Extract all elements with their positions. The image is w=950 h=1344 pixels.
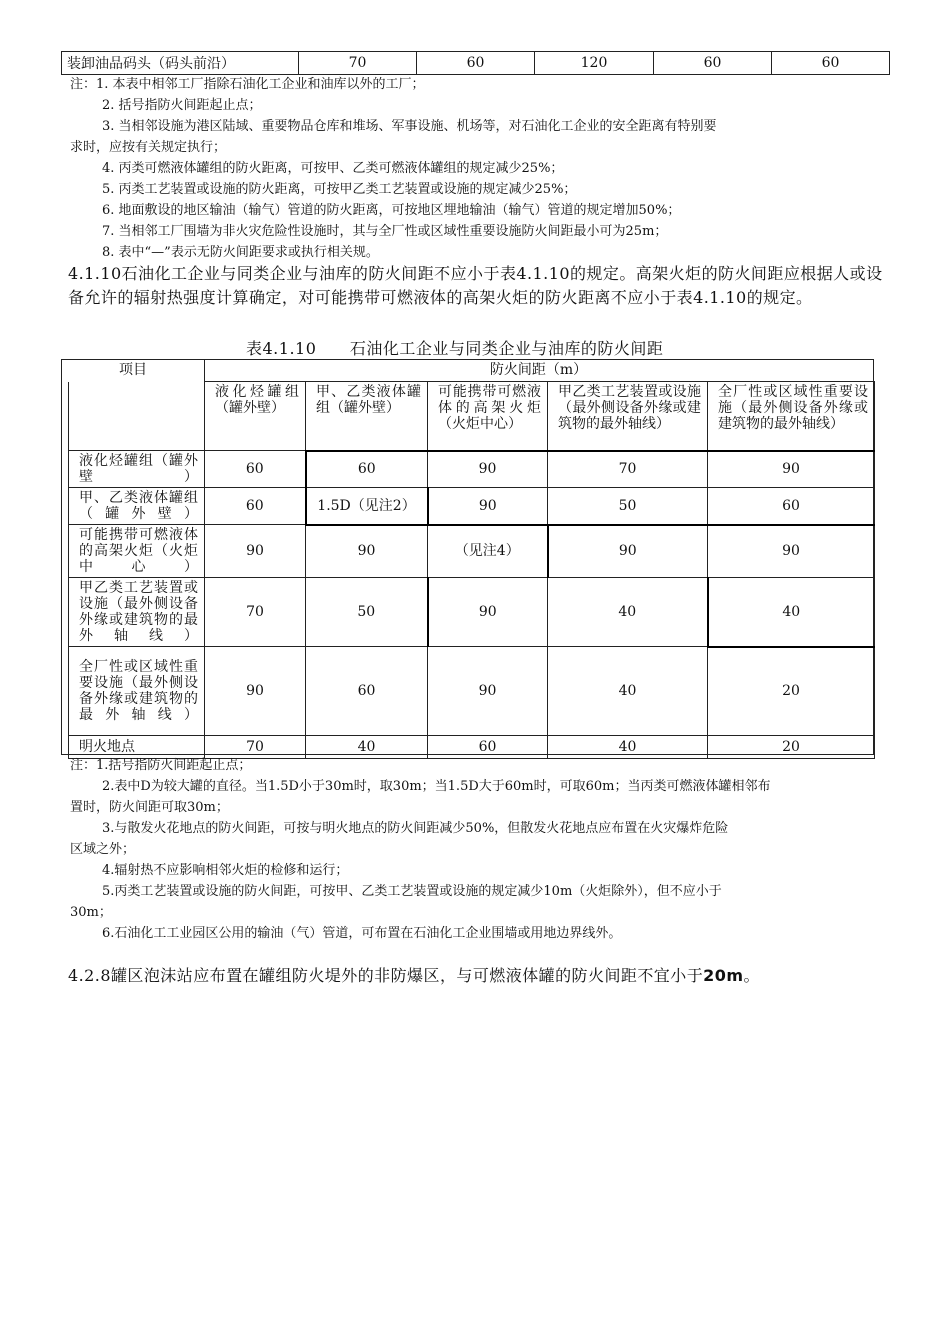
table-header [61, 359, 874, 381]
table-cell: 40 [548, 647, 708, 736]
table-cell: 60 [306, 647, 428, 736]
table-cell: 20 [708, 736, 875, 759]
table-row [62, 52, 890, 75]
note-line: 注：1.括号指防火间距起止点； [70, 758, 252, 773]
paragraph-text: 4.2.8罐区泡沫站应布置在罐组防火堤外的非防爆区，与可燃液体罐的防火间距不宜小于 [68, 966, 704, 985]
note-line: 注：1. 本表中相邻工厂指除石油化工企业和油库以外的工厂； [70, 77, 425, 92]
table-cell: 60 [205, 488, 306, 525]
row-label: 全厂性或区域性重要设施（最外侧设备外缘或建筑物的最外轴线） [69, 647, 205, 736]
table-cell: 90 [708, 525, 875, 578]
note-line: 7. 当相邻工厂围墙为非火灾危险性设施时，其与全厂性或区域性重要设施防火间距最小可为25m； [102, 224, 668, 239]
table-cell: 90 [428, 647, 548, 736]
table-row [69, 488, 875, 525]
table-cell: 60 [654, 52, 772, 75]
notes-table [70, 755, 900, 944]
column-header: 可能携带可燃液体的高架火炬（火炬中心） [428, 382, 548, 451]
note-line: 30m； [70, 905, 112, 920]
paragraph-4-2-8 [68, 963, 760, 986]
table-cell: 20 [708, 647, 875, 736]
fire-distance-table [68, 381, 875, 759]
blank-cell [69, 382, 205, 451]
table-cell: 90 [205, 647, 306, 736]
paragraph-bold-value: 20m [703, 966, 744, 985]
row-label: 液化烃罐组（罐外壁） [69, 451, 205, 488]
table-cell: 40 [548, 736, 708, 759]
table-title: 表4.1.10 石油化工企业与同类企业与油库的防火间距 [246, 339, 664, 358]
note-line: 4.辐射热不应影响相邻火炬的检修和运行； [102, 863, 349, 878]
note-line: 6.石油化工工业园区公用的输油（气）管道，可布置在石油化工企业围墙或用地边界线外。 [102, 926, 622, 941]
row-label: 可能携带可燃液体的高架火炬（火炬中心） [69, 525, 205, 578]
table-cell: 90 [306, 525, 428, 578]
table-cell: 60 [205, 451, 306, 488]
notes-top [70, 74, 900, 263]
note-line: 置时，防火间距可取30m； [70, 800, 229, 815]
paragraph-end: 。 [743, 966, 760, 985]
table-cell: 70 [548, 451, 708, 488]
column-header: 全厂性或区域性重要设施（最外侧设备外缘或建筑物的最外轴线） [708, 382, 875, 451]
table-cell: 60 [417, 52, 535, 75]
table-row [69, 647, 875, 736]
note-line: 4. 丙类可燃液体罐组的防火距离，可按甲、乙类可燃液体罐组的规定减少25%； [102, 161, 564, 176]
table-row [69, 578, 875, 647]
note-line: 2.表中D为较大罐的直径。当1.5D小于30m时，取30m；当1.5D大于60m时，可取60m；当丙类可燃液体罐相邻布 [102, 779, 771, 794]
row-label: 甲、乙类液体罐组（罐外壁） [69, 488, 205, 525]
table-cell: 60 [306, 451, 428, 488]
table-cell: 70 [299, 52, 417, 75]
header-distance: 防火间距（m） [489, 362, 588, 378]
table-cell: 70 [205, 578, 306, 647]
top-table-row [61, 51, 890, 75]
table-cell: 90 [708, 451, 875, 488]
note-line: 5. 丙类工艺装置或设施的防火距离，可按甲乙类工艺装置或设施的规定减少25%； [102, 182, 577, 197]
note-line: 2. 括号指防火间距起止点； [102, 98, 262, 113]
table-row [69, 525, 875, 578]
note-line: 8. 表中“—”表示无防火间距要求或执行相关规。 [102, 245, 379, 260]
table-cell: 90 [548, 525, 708, 578]
table-cell: 90 [205, 525, 306, 578]
table-cell: 40 [708, 578, 875, 647]
note-line: 求时，应按有关规定执行； [70, 140, 227, 155]
table-cell: 90 [428, 578, 548, 647]
table-cell: 50 [306, 578, 428, 647]
column-header: 甲乙类工艺装置或设施（最外侧设备外缘或建筑物的最外轴线） [548, 382, 708, 451]
note-line: 3. 当相邻设施为港区陆域、重要物品仓库和堆场、军事设施、机场等，对石油化工企业的安全距离有特别要 [102, 119, 717, 134]
table-cell: 90 [428, 451, 548, 488]
row-label: 甲乙类工艺装置或设施（最外侧设备外缘或建筑物的最外轴线） [69, 578, 205, 647]
note-line: 5.丙类工艺装置或设施的防火间距，可按甲、乙类工艺装置或设施的规定减少10m（火炬除外），但不应小于 [102, 884, 722, 899]
column-header-row [69, 382, 875, 451]
column-header: 甲、乙类液体罐组（罐外壁） [306, 382, 428, 451]
note-line: 6. 地面敷设的地区输油（输气）管道的防火距离，可按地区埋地输油（输气）管道的规定增加50%； [102, 203, 681, 218]
table-cell: （见注4） [428, 525, 548, 578]
table-cell: 40 [306, 736, 428, 759]
table-cell: 60 [772, 52, 890, 75]
table-cell: 90 [428, 488, 548, 525]
table-row [69, 451, 875, 488]
table-cell: 40 [548, 578, 708, 647]
table-cell: 70 [205, 736, 306, 759]
table-cell: 60 [428, 736, 548, 759]
note-line: 3.与散发火花地点的防火间距，可按与明火地点的防火间距减少50%，但散发火花地点应布置在火灾爆炸危险 [102, 821, 729, 836]
row-label: 装卸油品码头（码头前沿） [62, 52, 299, 75]
table-cell: 1.5D（见注2） [306, 488, 428, 525]
table-cell: 60 [708, 488, 875, 525]
header-item: 项目 [62, 360, 205, 381]
paragraph-4-1-10: 4.1.10石油化工企业与同类企业与油库的防火间距不应小于表4.1.10的规定。高架火炬的防火间距应根据人或设备允许的辐射热强度计算确定，对可能携带可燃液体的高架火炬的防火距离不应小于表4.1.10的规定。 [68, 264, 883, 307]
column-header: 液化烃罐组（罐外壁） [205, 382, 306, 451]
table-cell: 120 [535, 52, 654, 75]
note-line: 区域之外； [70, 842, 136, 857]
table-cell: 50 [548, 488, 708, 525]
row-label: 明火地点 [69, 736, 205, 759]
